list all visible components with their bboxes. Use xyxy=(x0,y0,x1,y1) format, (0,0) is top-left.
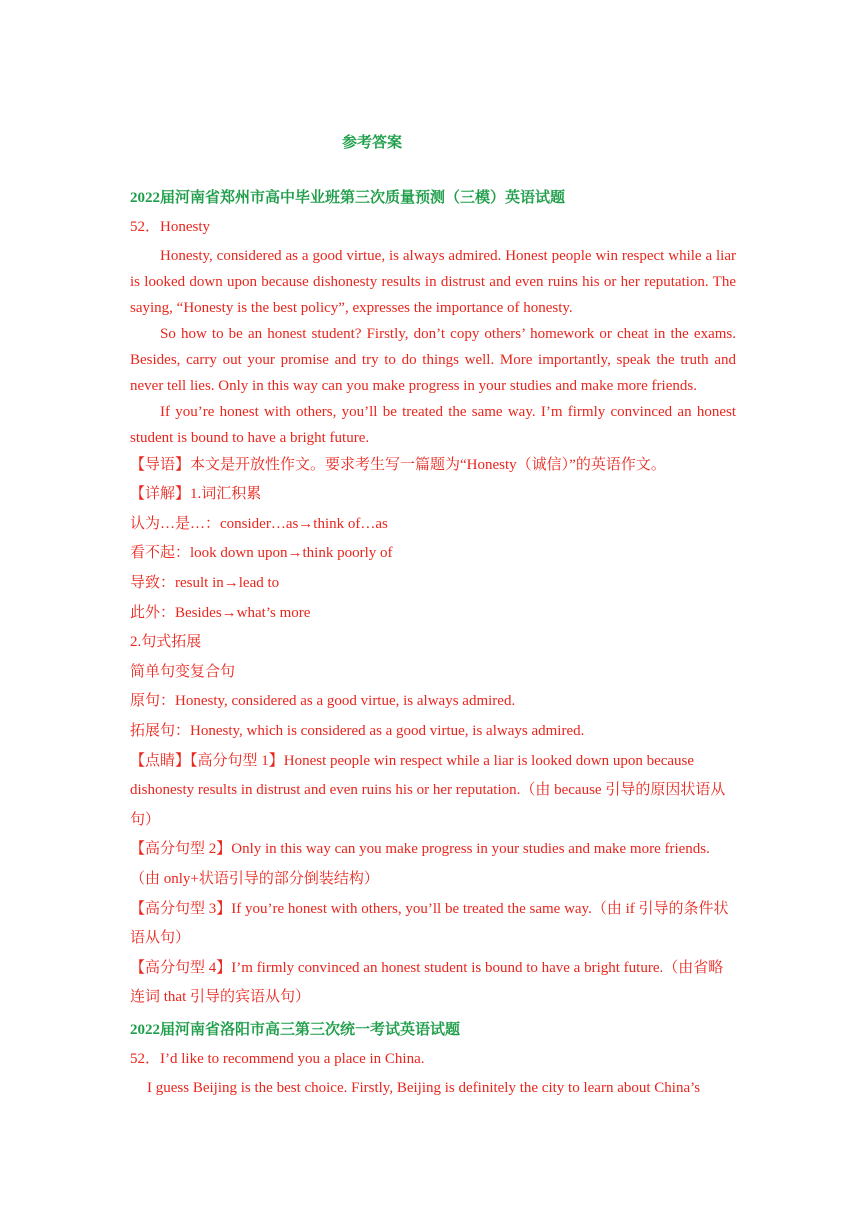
highlight-pattern-1: 【点睛】【高分句型 1】Honest people win respect while a liar is looked down upon because dishonesty results in distrust and even ruins his or her reputation.（由 because 引导的原因状语从句） xyxy=(130,752,726,828)
sentence-expansion-subtitle: 简单句变复合句 xyxy=(130,663,236,680)
original-sentence: 原句：Honesty, considered as a good virtue, is always admired. xyxy=(130,693,516,710)
highlight-pattern-4: 【高分句型 4】I’m firmly convinced an honest student is bound to have a bright future.（由省略连词 that 引导的宾语从句） xyxy=(130,959,724,1006)
essay-paragraph-luoyang: I guess Beijing is the best choice. Firstly, Beijing is definitely the city to learn about China’s xyxy=(147,1080,701,1097)
vocab-item: 导致：result in→lead to xyxy=(130,574,280,591)
document-body xyxy=(130,183,736,1103)
highlight-pattern-3: 【高分句型 3】If you’re honest with others, you’ll be treated the same way.（由 if 引导的条件状语从句） xyxy=(130,900,729,947)
essay-paragraph-1: Honesty, considered as a good virtue, is always admired. Honest people win respect while a liar is looked down upon because dishonesty results in distrust and even ruins his or her reputation. The saying, “Honesty is the best policy”, expresses the importance of honesty. xyxy=(130,247,736,316)
highlight-pattern-2: 【高分句型 2】Only in this way can you make progress in your studies and make more friends.（由 only+状语引导的部分倒装结构） xyxy=(130,841,710,887)
sentence-expansion-title: 2.句式拓展 xyxy=(130,634,202,651)
document-title: 参考答案 xyxy=(342,135,403,151)
expanded-sentence: 拓展句：Honesty, which is considered as a good virtue, is always admired. xyxy=(130,722,585,739)
vocab-item: 看不起：look down upon→think poorly of xyxy=(130,545,393,562)
essay-paragraph-3: If you’re honest with others, you’ll be treated the same way. I’m firmly convinced an honest student is bound to have a bright future. xyxy=(130,403,736,446)
essay-paragraph-2: So how to be an honest student? Firstly, don’t copy others’ homework or cheat in the exams. Besides, carry out your promise and try to do things well. More importantly, speak the truth and never tell lies. Only in this way can you make progress in your studies and make more friends. xyxy=(130,325,736,394)
note-intro: 【导语】本文是开放性作文。要求考生写一篇题为“Honesty（诚信）”的英语作文。 xyxy=(130,456,666,473)
question-number-52-luoyang: 52．I’d like to recommend you a place in China. xyxy=(130,1050,425,1067)
note-detail-title: 【详解】1.词汇积累 xyxy=(130,486,262,503)
question-number-52: 52．Honesty xyxy=(130,219,210,235)
section-heading-zhengzhou: 2022届河南省郑州市高中毕业班第三次质量预测（三模）英语试题 xyxy=(130,190,566,206)
section-heading-luoyang: 2022届河南省洛阳市高三第三次统一考试英语试题 xyxy=(130,1021,461,1038)
vocab-item: 认为…是…：consider…as→think of…as xyxy=(130,515,388,532)
vocab-item: 此外：Besides→what’s more xyxy=(130,604,311,621)
